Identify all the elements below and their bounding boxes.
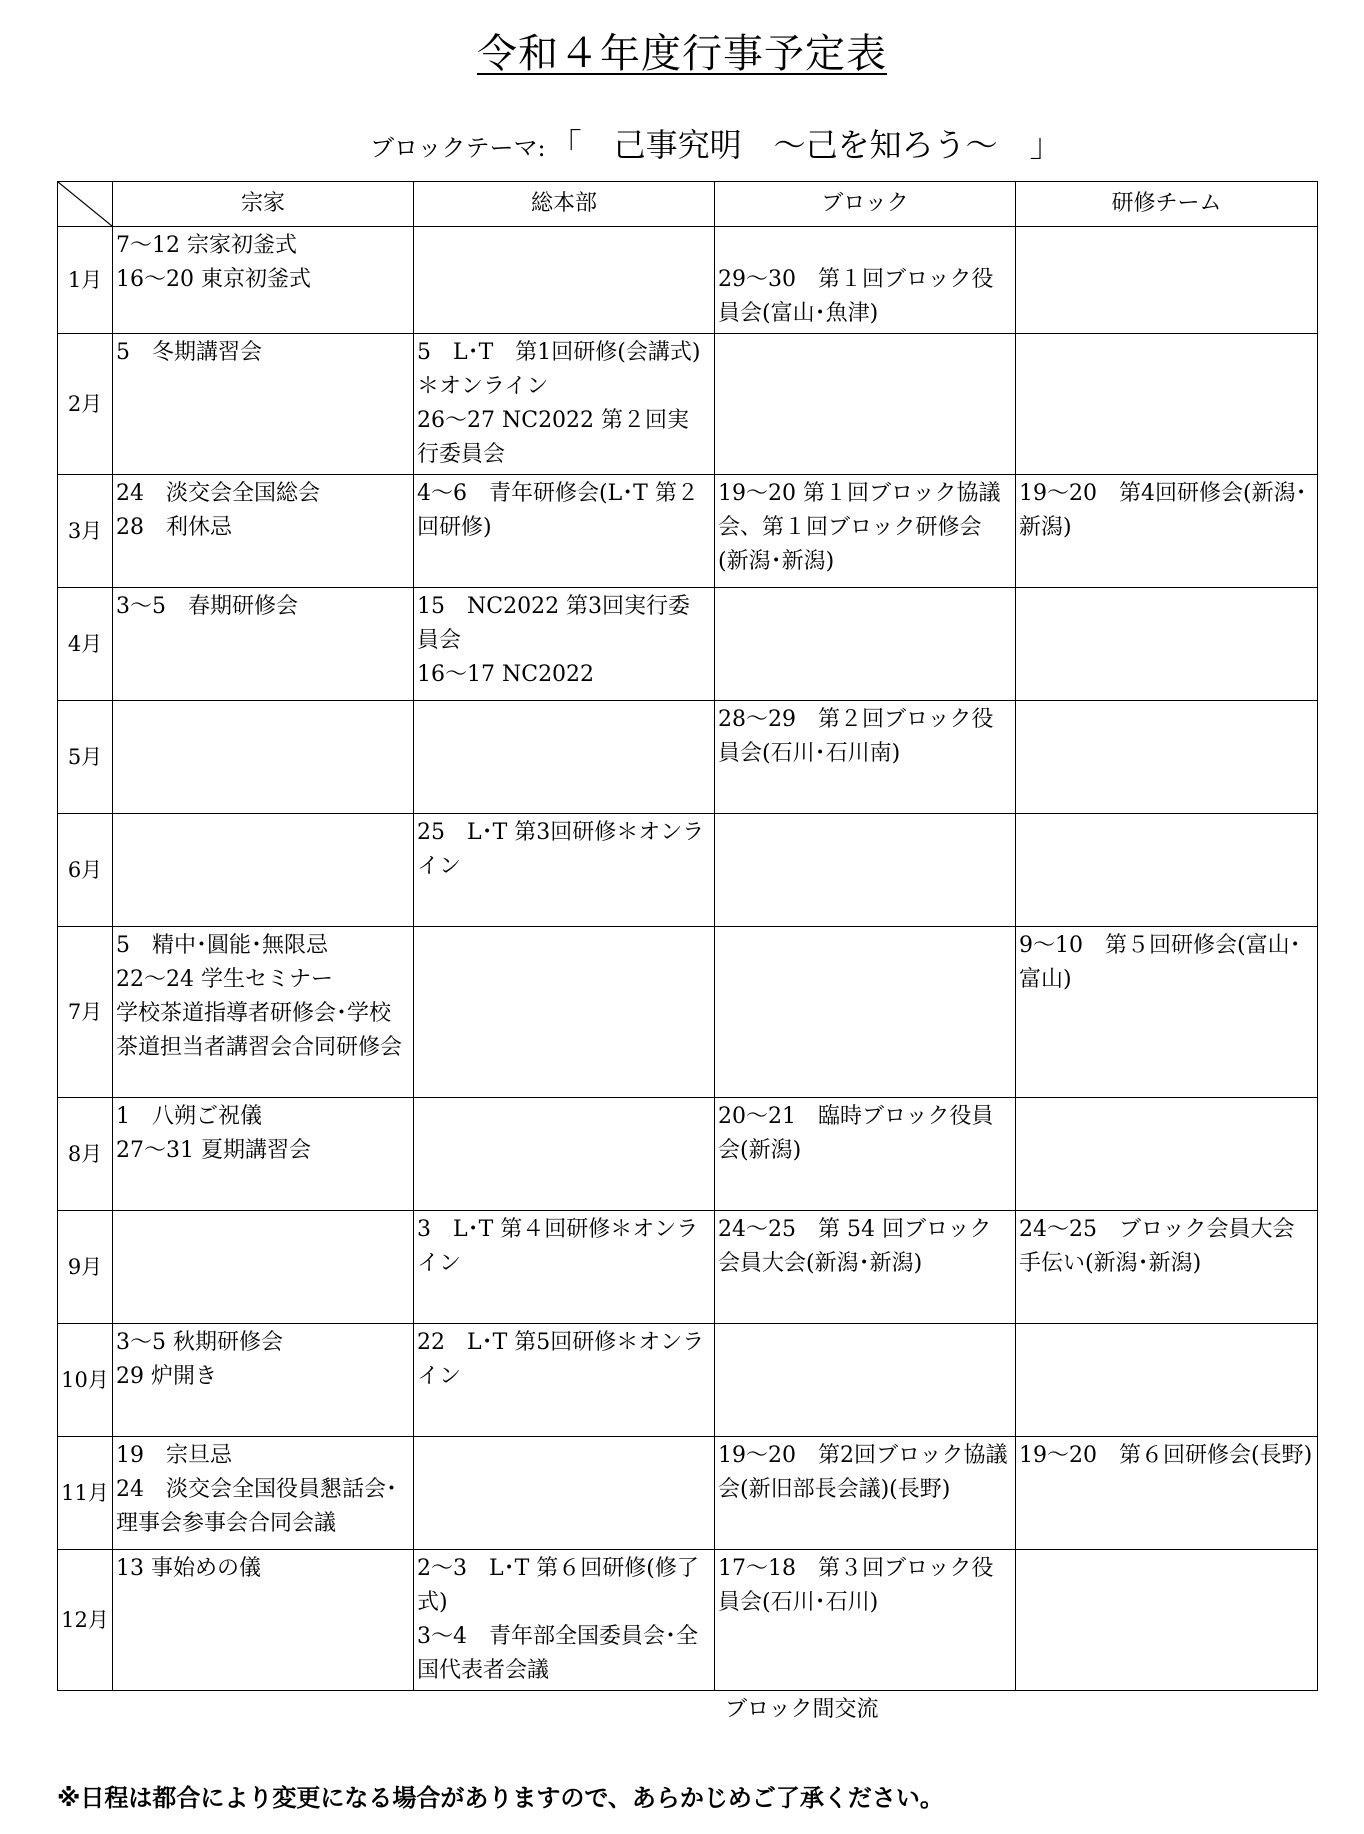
event-line: 24 淡交会全国総会 xyxy=(116,481,320,506)
table-row xyxy=(58,588,1318,701)
cell-honbu xyxy=(414,701,715,814)
cell-soke xyxy=(113,1437,414,1550)
block-theme xyxy=(370,120,1062,166)
cell-soke xyxy=(113,927,414,1098)
cell-soke xyxy=(113,701,414,814)
event-line: 15 NC2022 第3回実行委員会 xyxy=(417,594,691,653)
event-line: 20～21 臨時ブロック役員会(新潟) xyxy=(718,1104,994,1163)
block-theme-label: ブロックテーマ: xyxy=(370,134,546,162)
month-cell: 1月 xyxy=(58,227,113,334)
cell-team xyxy=(1016,1098,1318,1211)
month-cell: 4月 xyxy=(58,588,113,701)
table-row xyxy=(58,227,1318,334)
event-line: 22～24 学生セミナー xyxy=(116,967,333,992)
event-line: 13 事始めの儀 xyxy=(116,1556,261,1581)
event-line: 3 L･T 第４回研修＊オンライン xyxy=(417,1217,699,1276)
event-line: 17～18 第３回ブロック役員会(石川･石川) xyxy=(718,1556,994,1615)
cell-soke xyxy=(113,334,414,475)
page-title xyxy=(0,22,1364,79)
month-cell: 7月 xyxy=(58,927,113,1098)
event-line: 3～5 秋期研修会 xyxy=(116,1330,283,1355)
cell-block xyxy=(715,1324,1016,1437)
event-line: 24～25 第 54 回ブロック会員大会(新潟･新潟) xyxy=(718,1217,992,1276)
event-line: 19～20 第６回研修会(長野) xyxy=(1019,1443,1313,1468)
event-line: 28～29 第２回ブロック役員会(石川･石川南) xyxy=(718,707,994,766)
cell-honbu xyxy=(414,1550,715,1691)
cell-team xyxy=(1016,475,1318,588)
cell-honbu xyxy=(414,814,715,927)
cell-block xyxy=(715,227,1016,334)
event-line xyxy=(718,229,1012,263)
cell-soke xyxy=(113,1550,414,1691)
event-line: 28 利休忌 xyxy=(116,515,232,540)
cell-soke xyxy=(113,1211,414,1324)
cell-honbu xyxy=(414,1324,715,1437)
cell-team xyxy=(1016,814,1318,927)
event-line: 9～10 第５回研修会(富山･富山) xyxy=(1019,933,1301,992)
cell-block xyxy=(715,1211,1016,1324)
event-line: 27～31 夏期講習会 xyxy=(116,1138,311,1163)
cell-team xyxy=(1016,1550,1318,1691)
event-line: 25 L･T 第3回研修＊オンライン xyxy=(417,820,705,879)
block-theme-text: 「 己事究明 ～己を知ろう～ 」 xyxy=(549,126,1062,164)
cell-honbu xyxy=(414,1098,715,1211)
page-title-text: 令和４年度行事予定表 xyxy=(477,31,887,77)
cell-team xyxy=(1016,701,1318,814)
cell-block xyxy=(715,701,1016,814)
event-line: 4～6 青年研修会(L･T 第２回研修) xyxy=(417,481,699,540)
event-line: 学校茶道指導者研修会･学校茶道担当者講習会合同研修会 xyxy=(116,1001,403,1060)
cell-block xyxy=(715,927,1016,1098)
cell-team xyxy=(1016,1324,1318,1437)
event-line: 19～20 第１回ブロック協議会、第１回ブロック研修会(新潟･新潟) xyxy=(718,481,1001,574)
cell-team xyxy=(1016,588,1318,701)
month-cell: 5月 xyxy=(58,701,113,814)
event-line: 2～3 L･T 第６回研修(修了式) xyxy=(417,1556,699,1615)
table-row xyxy=(58,1098,1318,1211)
event-line: 24～25 ブロック会員大会手伝い(新潟･新潟) xyxy=(1019,1217,1295,1276)
event-line: 16～20 東京初釜式 xyxy=(116,267,311,292)
cell-block xyxy=(715,588,1016,701)
month-cell: 11月 xyxy=(58,1437,113,1550)
cell-block xyxy=(715,1437,1016,1550)
cell-block xyxy=(715,334,1016,475)
footer-note: ※日程は都合により変更になる場合がありますので、あらかじめご了承ください。 xyxy=(57,1784,944,1812)
diagonal-line xyxy=(58,182,112,226)
cell-honbu xyxy=(414,1211,715,1324)
event-line: 5 L･T 第1回研修(会講式) xyxy=(417,340,701,365)
event-line: 5 冬期講習会 xyxy=(116,340,262,365)
cell-soke xyxy=(113,1324,414,1437)
event-line: 19～20 第2回ブロック協議会(新旧部長会議)(長野) xyxy=(718,1443,1008,1502)
month-cell: 12月 xyxy=(58,1550,113,1691)
event-line: 26～27 NC2022 第２回実行委員会 xyxy=(417,408,690,467)
event-line: 19 宗旦忌 xyxy=(116,1443,232,1468)
event-line: 29～30 第１回ブロック役員会(富山･魚津) xyxy=(718,267,994,326)
table-row xyxy=(58,1211,1318,1324)
event-line: 29 炉開き xyxy=(116,1364,217,1389)
month-cell: 3月 xyxy=(58,475,113,588)
cell-team xyxy=(1016,1211,1318,1324)
cell-team xyxy=(1016,334,1318,475)
header-team: 研修チーム xyxy=(1016,182,1318,227)
cell-honbu xyxy=(414,475,715,588)
event-line: 24 淡交会全国役員懇話会･理事会参事会合同会議 xyxy=(116,1477,397,1536)
event-line: 16～17 NC2022 xyxy=(417,662,595,687)
schedule-table xyxy=(57,181,1318,1691)
table-row xyxy=(58,1550,1318,1691)
table-row xyxy=(58,814,1318,927)
table-row xyxy=(58,334,1318,475)
table-row xyxy=(58,1437,1318,1550)
month-cell: 6月 xyxy=(58,814,113,927)
event-line: 19～20 第4回研修会(新潟･新潟) xyxy=(1019,481,1307,540)
corner-cell xyxy=(58,182,113,227)
table-row xyxy=(58,475,1318,588)
header-honbu: 総本部 xyxy=(414,182,715,227)
header-block: ブロック xyxy=(715,182,1016,227)
cell-soke xyxy=(113,475,414,588)
cell-block xyxy=(715,475,1016,588)
event-line: ＊オンライン xyxy=(417,374,549,399)
table-row xyxy=(58,701,1318,814)
cell-soke xyxy=(113,588,414,701)
cell-block xyxy=(715,814,1016,927)
exchange-note: ブロック間交流 xyxy=(725,1697,879,1722)
cell-block xyxy=(715,1550,1016,1691)
cell-honbu xyxy=(414,588,715,701)
month-cell: 9月 xyxy=(58,1211,113,1324)
cell-soke xyxy=(113,814,414,927)
month-cell: 2月 xyxy=(58,334,113,475)
month-cell: 10月 xyxy=(58,1324,113,1437)
event-line: 5 精中･圓能･無限忌 xyxy=(116,933,328,958)
event-line: 22 L･T 第5回研修＊オンライン xyxy=(417,1330,705,1389)
event-line: 3～4 青年部全国委員会･全国代表者会議 xyxy=(417,1624,698,1683)
schedule-body xyxy=(58,227,1318,1691)
month-cell: 8月 xyxy=(58,1098,113,1211)
cell-block xyxy=(715,1098,1016,1211)
header-soke: 宗家 xyxy=(113,182,414,227)
cell-team xyxy=(1016,927,1318,1098)
event-line: 7～12 宗家初釜式 xyxy=(116,233,297,258)
cell-team xyxy=(1016,1437,1318,1550)
table-row xyxy=(58,1324,1318,1437)
cell-honbu xyxy=(414,927,715,1098)
cell-soke xyxy=(113,1098,414,1211)
cell-honbu xyxy=(414,227,715,334)
cell-honbu xyxy=(414,1437,715,1550)
table-row xyxy=(58,927,1318,1098)
event-line: 1 八朔ご祝儀 xyxy=(116,1104,262,1129)
cell-soke xyxy=(113,227,414,334)
cell-honbu xyxy=(414,334,715,475)
cell-team xyxy=(1016,227,1318,334)
header-row xyxy=(58,182,1318,227)
event-line: 3～5 春期研修会 xyxy=(116,594,298,619)
